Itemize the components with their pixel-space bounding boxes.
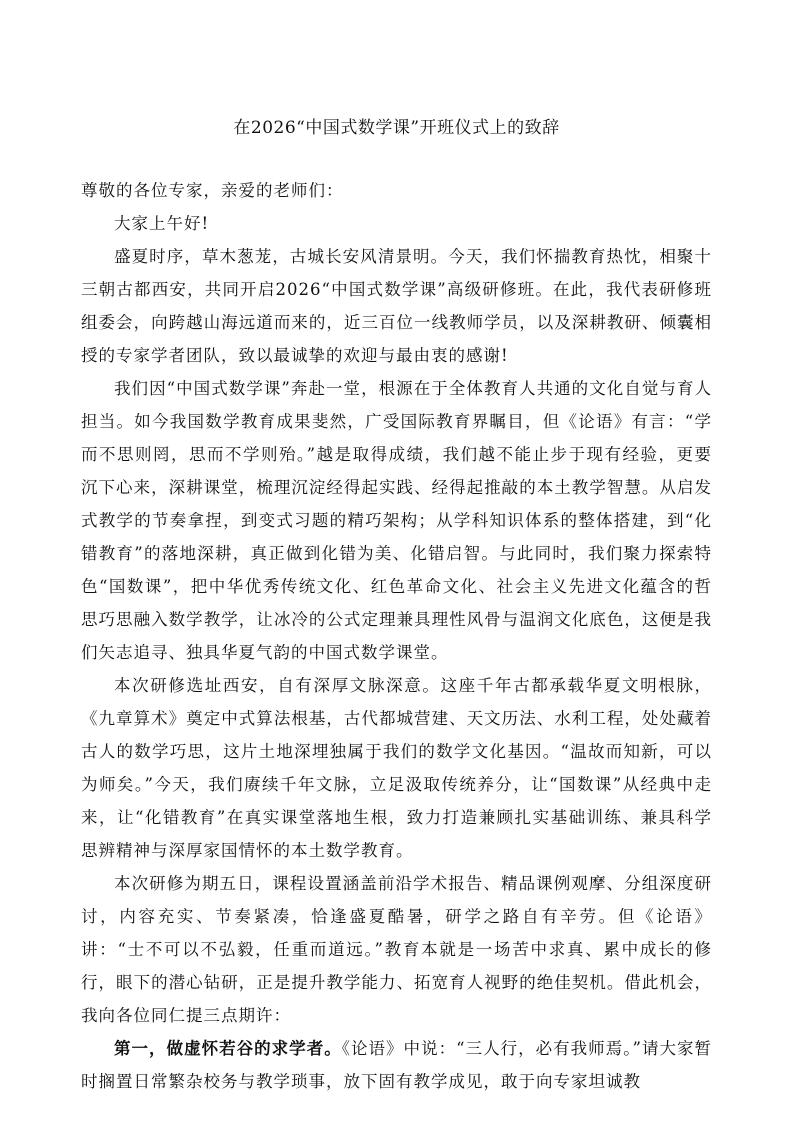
document-title: 在2026“中国式数学课”开班仪式上的致辞 — [233, 118, 560, 138]
paragraph-point-one — [81, 1032, 712, 1098]
point-one-body: 《论语》中说：“三人行，必有我师焉。”请大家暂时搁置日常繁杂校务与教学琐事，放下固有教学成见，敢于向专家坦诚教 — [81, 1039, 712, 1091]
paragraph-purpose: 我们因“中国式数学课”奔赴一堂，根源在于全体教育人共通的文化自觉与育人担当。如今我国数学教育成果斐然，广受国际教育界瞩目，但《论语》有言：“学而不思则罔，思而不学则殆。”越是取得成绩，我们越不能止步于现有经验，更要沉下心来，深耕课堂，梳理沉淀经得起实践、经得起推敲的本土教学智慧。从启发式教学的节奏拿捏，到变式习题的精巧架构；从学科知识体系的整体搭建，到“化错教育”的落地深耕，真正做到化错为美、化错启智。与此同时，我们聚力探索特色“国数课”，把中华优秀传统文化、红色革命文化、社会主义先进文化蕴含的哲思巧思融入数学教学，让冰冷的公式定理兼具理性风骨与温润文化底色，这便是我们矢志追寻、独具华夏气韵的中国式数学课堂。 — [81, 379, 712, 662]
paragraph-opening: 盛夏时序，草木葱茏，古城长安风清景明。今天，我们怀揣教育热忱，相聚十三朝古都西安，共同开启2026“中国式数学课”高级研修班。在此，我代表研修班组委会，向跨越山海远道而来的，近三百位一线教师学员，以及深耕教研、倾囊相授的专家学者团队，致以最诚挚的欢迎与最由衷的感谢! — [81, 247, 712, 365]
point-one-heading: 第一，做虚怀若谷的求学者。 — [114, 1039, 342, 1058]
salutation: 尊敬的各位专家，亲爱的老师们： — [81, 181, 344, 200]
paragraph-location: 本次研修选址西安，自有深厚文脉深意。这座千年古都承载华夏文明根脉，《九章算术》奠定中式算法根基，古代都城营建、天文历法、水利工程，处处藏着古人的数学巧思，这片土地深埋独属于我们的数学文化基因。“温故而知新，可以为师矣。”今天，我们赓续千年文脉，立足汲取传统养分，让“国数课”从经典中走来，让“化错教育”在真实课堂落地生根，致力打造兼顾扎实基础训练、兼具科学思辨精神与深厚家国情怀的本土数学教育。 — [81, 676, 712, 860]
greeting: 大家上午好! — [114, 214, 210, 233]
paragraph-schedule: 本次研修为期五日，课程设置涵盖前沿学术报告、精品课例观摩、分组深度研讨，内容充实、节奏紧凑，恰逢盛夏酷暑，研学之路自有辛劳。但《论语》讲：“士不可以不弘毅，任重而道远。”教育本就是一场苦中求真、累中成长的修行，眼下的潜心钻研，正是提升教学能力、拓宽育人视野的绝佳契机。借此机会，我向各位同仁提三点期许： — [81, 874, 712, 1025]
